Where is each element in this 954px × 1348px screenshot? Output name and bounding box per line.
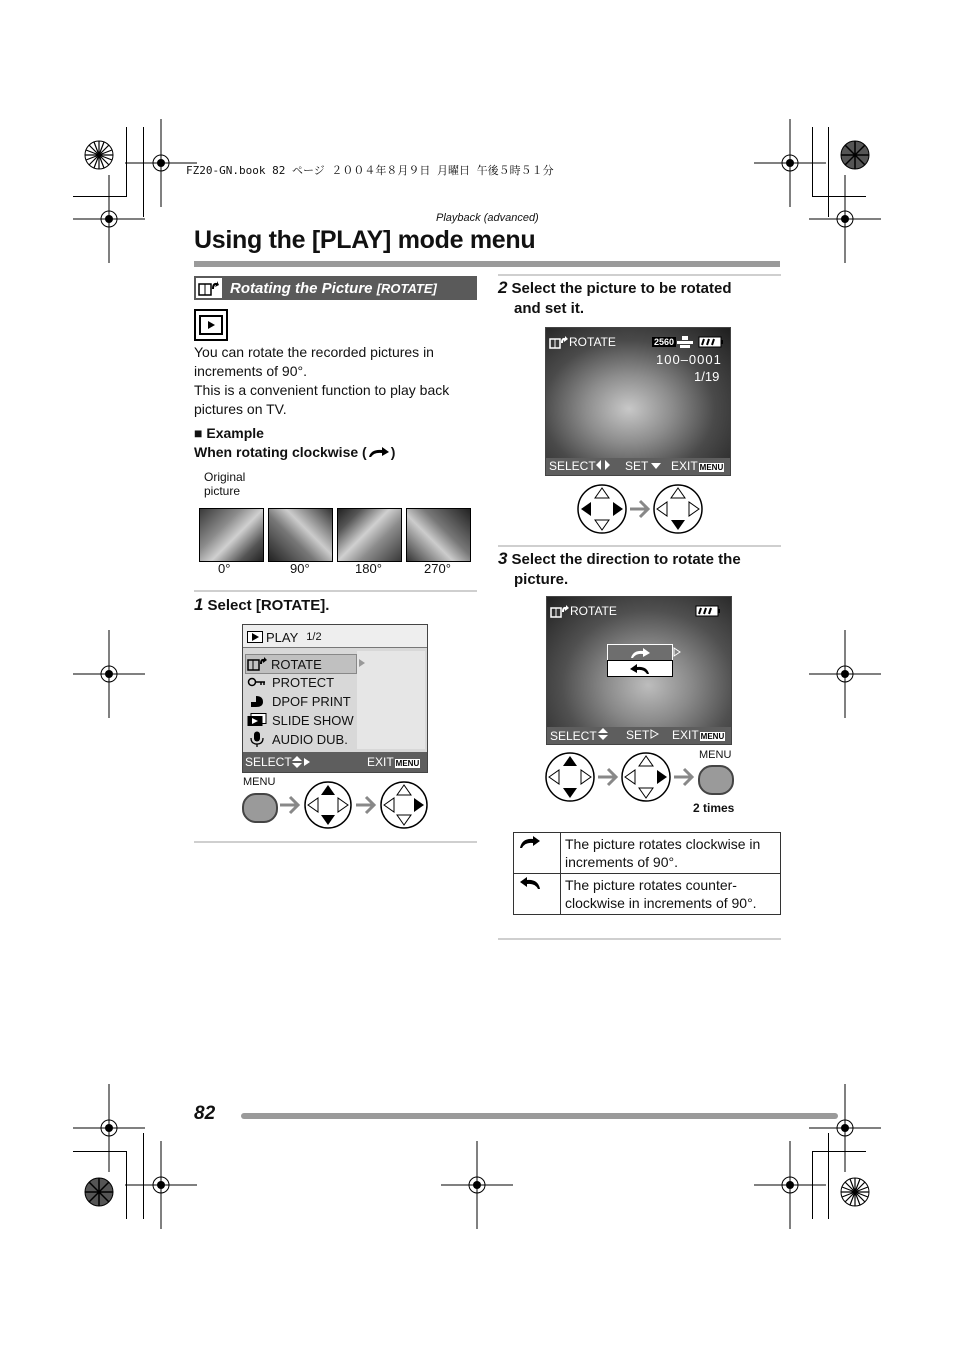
table-row	[514, 874, 781, 915]
rotate-icon	[196, 278, 222, 298]
rotate-clockwise-icon	[518, 835, 542, 849]
angle-0: 0°	[218, 561, 231, 576]
section-title: Rotating the Picture [ROTATE]	[230, 279, 437, 297]
menu-button[interactable]	[698, 765, 734, 795]
updown-arrow-icon	[292, 756, 312, 768]
title-rule	[194, 261, 780, 267]
table-row	[514, 833, 781, 874]
arrow-right-icon	[280, 797, 298, 813]
divider	[498, 545, 781, 547]
step-3: 3 Select the direction to rotate the picture.	[498, 549, 741, 588]
rotate-icon	[549, 336, 569, 349]
dpad-right-icon	[381, 782, 427, 828]
step2-nav-sequence	[576, 483, 706, 535]
thumbnail-90	[268, 508, 333, 562]
page-title: Using the [PLAY] mode menu	[194, 226, 536, 254]
rotation-legend-table	[513, 832, 781, 915]
slideshow-icon	[247, 713, 267, 727]
menu-item-rotate[interactable]: ROTATE	[245, 654, 357, 674]
arrow-right-icon	[598, 769, 616, 785]
set-hint: SET	[625, 459, 661, 473]
clockwise-arrow-icon	[367, 446, 391, 458]
rotate-direction-screen	[546, 596, 732, 745]
legend-text: The picture rotates counter-clockwise in increments of 90°.	[561, 874, 781, 915]
divider	[194, 841, 477, 843]
intro-text: You can rotate the recorded pictures in increments of 90°. This is a convenient function to play back pictures on TV.	[194, 344, 450, 417]
legend-icon-cell	[514, 833, 561, 874]
menu-item-protect[interactable]: PROTECT	[247, 673, 334, 691]
option-clockwise[interactable]	[607, 644, 673, 661]
leftright-arrow-icon	[596, 460, 610, 470]
size-badge: 2560	[654, 337, 675, 347]
select-hint: SELECT	[245, 755, 312, 769]
quality-icon	[677, 336, 693, 348]
battery-icon	[695, 605, 721, 617]
mode-label: ROTATE	[550, 604, 617, 618]
menu-item-slide-show[interactable]: SLIDE SHOW	[247, 711, 354, 729]
arrow-right-icon	[356, 797, 374, 813]
select-hint: SELECT	[550, 728, 609, 743]
key-icon	[247, 677, 267, 687]
running-head: Playback (advanced)	[436, 212, 539, 224]
menu-button-label: MENU	[699, 749, 732, 761]
step-1: 1 Select [ROTATE].	[194, 595, 330, 614]
legend-icon-cell	[514, 874, 561, 915]
arrow-right-icon	[630, 501, 648, 517]
rotate-counterclockwise-icon	[629, 663, 651, 675]
menu-button[interactable]	[242, 793, 278, 823]
example-heading: ■ Example	[194, 425, 264, 441]
exit-hint: EXIT MENU	[672, 728, 725, 742]
play-menu-tab: PLAY 1/2	[247, 627, 322, 647]
battery-icon	[698, 336, 724, 348]
original-label: Original picture	[204, 470, 246, 498]
press-count: 2 times	[693, 801, 735, 815]
set-hint: SET	[626, 728, 659, 742]
arrow-right-icon	[674, 769, 692, 785]
divider	[194, 590, 477, 592]
menu-item-audio-dub[interactable]: AUDIO DUB.	[247, 730, 348, 748]
microphone-icon	[247, 731, 267, 747]
angle-270: 270°	[424, 561, 451, 576]
divider	[498, 274, 781, 276]
dpad-leftright-icon	[578, 485, 626, 533]
right-arrow-icon	[649, 729, 659, 739]
rotate-icon	[550, 605, 570, 618]
option-counterclockwise[interactable]	[607, 660, 673, 677]
rotate-counterclockwise-icon	[518, 876, 542, 890]
thumbnail-0	[199, 508, 264, 562]
page-number: 82	[194, 1103, 216, 1124]
angle-180: 180°	[355, 561, 382, 576]
example-subheading: When rotating clockwise ( )	[194, 444, 396, 460]
section-header	[194, 276, 477, 300]
option-arrow-icon	[673, 647, 681, 657]
koala-photo	[546, 328, 730, 475]
dpad-right-icon	[622, 753, 670, 801]
dpad-up-icon	[305, 782, 351, 828]
menu-button-label: MENU	[243, 776, 276, 788]
play-icon	[247, 631, 263, 643]
select-hint: SELECT	[549, 459, 610, 473]
file-number: 100–0001	[656, 352, 722, 367]
angle-90: 90°	[290, 561, 310, 576]
play-menu-screen	[242, 624, 428, 773]
dpof-icon	[247, 694, 267, 708]
dpad-down-icon	[654, 485, 702, 533]
legend-text: The picture rotates clockwise in increments of 90°.	[561, 833, 781, 874]
rotate-clockwise-icon	[629, 647, 651, 659]
rotate-select-screen	[545, 327, 731, 476]
footer-rule	[241, 1113, 838, 1119]
exit-hint: EXIT MENU	[367, 755, 420, 769]
down-arrow-icon	[651, 462, 661, 470]
playback-mode-icon	[194, 309, 228, 341]
step1-nav-sequence	[276, 781, 434, 831]
updown-arrow-icon	[597, 728, 609, 740]
dpad-updown-icon	[546, 753, 594, 801]
picture-count: 1/19	[694, 369, 720, 384]
rotate-icon	[246, 657, 268, 671]
mode-label: ROTATE	[549, 335, 616, 349]
step-2: 2 Select the picture to be rotated and set it.	[498, 278, 732, 317]
divider	[498, 938, 781, 940]
submenu-arrow-icon	[358, 658, 366, 668]
step3-nav-sequence	[544, 751, 700, 803]
thumbnail-180	[337, 508, 402, 562]
thumbnail-270	[406, 508, 471, 562]
menu-item-dpof-print[interactable]: DPOF PRINT	[247, 692, 351, 710]
exit-hint: EXIT MENU	[671, 459, 724, 473]
header-stamp: FZ20-GN.book 82 ページ ２００４年８月９日 月曜日 午後５時５１分	[186, 164, 554, 177]
